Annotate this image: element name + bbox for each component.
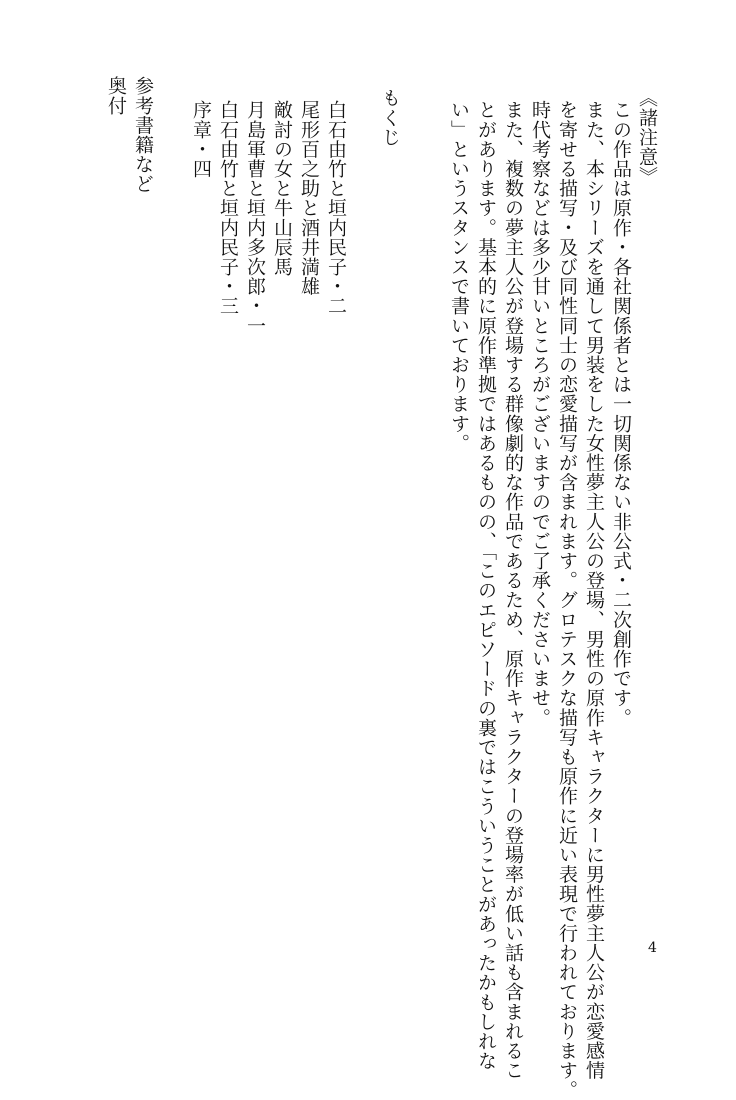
notes-line: い」というスタンスで書いております。 [448,100,470,453]
notes-heading: 《諸注意》 [636,88,658,186]
toc-appendix-entry: 参考書籍など [132,76,154,194]
notes-line: 時代考察などは多少甘いところがございますのでご了承くださいませ。 [529,100,551,728]
page-number: 4 [648,940,657,956]
notes-line: とがあります。基本的に原作準拠ではあるものの、「このエピソードの裏ではこういうことがあったかもしれな [475,100,497,1071]
toc-entry: 白石由竹と垣内民子・三 [217,100,239,316]
notes-line: この作品は原作・各社関係者とは一切関係ない非公式・二次創作です。 [610,100,632,728]
toc-entry: 敵討の女と牛山辰馬 [271,100,293,277]
notes-line: を寄せる描写・及び同性同士の恋愛描写が含まれます。グロテスクな描写も原作に近い表現で行われております。 [556,100,578,1100]
toc-entry: 尾形百之助と酒井満雄 [298,100,320,296]
toc-appendix-entry: 奥付 [105,76,127,116]
toc-entry: 白石由竹と垣内民子・二 [325,100,347,316]
toc-entry: 月島軍曹と垣内多次郎・一 [244,100,266,336]
toc-entry: 序章・四 [190,100,212,179]
notes-line: また、本シリーズを通して男装をした女性夢主人公の登場、男性の原作キャラクターに男性夢主人公が恋愛感情 [583,100,605,1080]
notes-line: また、複数の夢主人公が登場する群像劇的な作品であるため、原作キャラクターの登場率が低い話も含まれるこ [502,100,524,1080]
toc-heading: もくじ [379,88,401,147]
